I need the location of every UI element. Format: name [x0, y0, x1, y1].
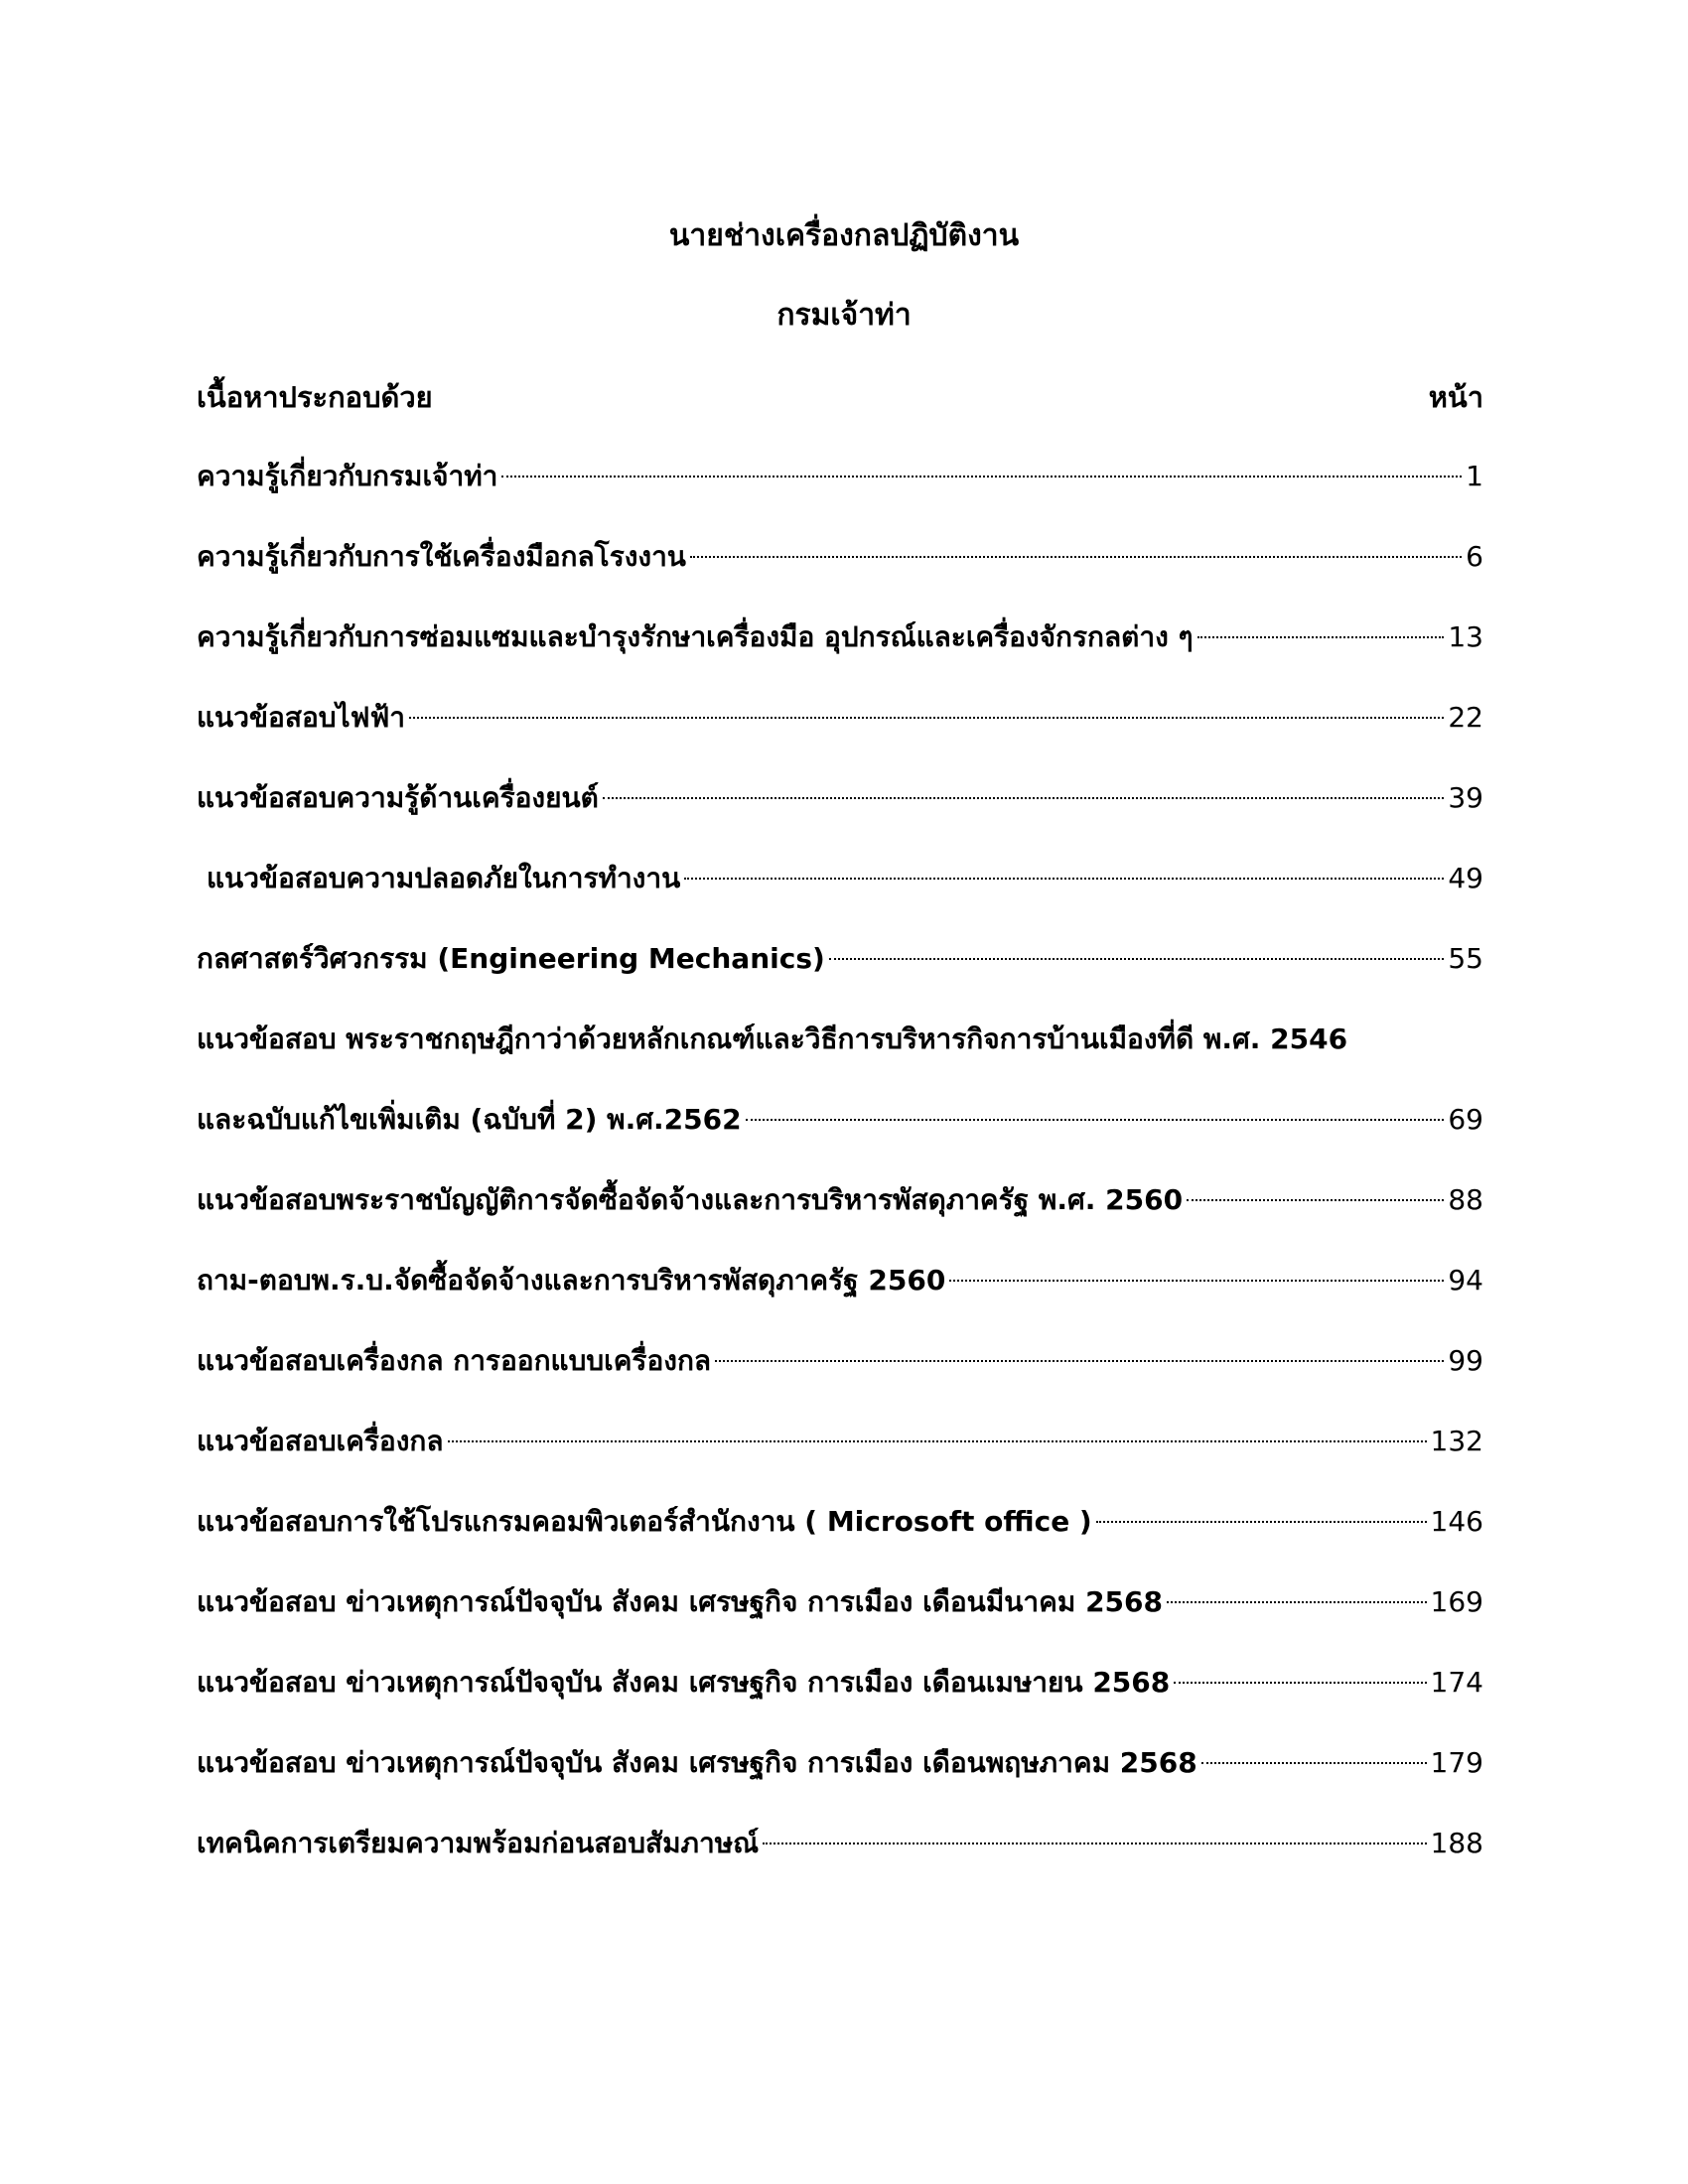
- toc-entry-title: แนวข้อสอบเครื่องกล การออกแบบเครื่องกล: [197, 1344, 712, 1377]
- toc-header-contents-label: เนื้อหาประกอบด้วย: [197, 380, 433, 414]
- dot-leader: [448, 1440, 1427, 1442]
- dot-leader: [1197, 636, 1445, 638]
- toc-entry-page: 146: [1430, 1505, 1483, 1538]
- toc-entry-title: แนวข้อสอบไฟฟ้า: [197, 701, 405, 734]
- toc-entry-title: แนวข้อสอบการใช้โปรแกรมคอมพิวเตอร์สำนักงาน ( Microsoft office ): [197, 1505, 1092, 1538]
- toc-entry-page: 169: [1430, 1585, 1483, 1618]
- toc-entry: [197, 1180, 1483, 1261]
- toc-entry-page: 22: [1448, 701, 1483, 734]
- toc-entry: [197, 1502, 1483, 1582]
- document-title: นายช่างเครื่องกลปฏิบัติงาน: [668, 218, 1020, 253]
- toc-entry-title: แนวข้อสอบความปลอดภัยในการทำงาน: [207, 862, 681, 894]
- toc-entry-page: 39: [1448, 781, 1483, 814]
- dot-leader: [501, 476, 1462, 478]
- table-of-contents: [197, 457, 1483, 1904]
- toc-entry-title: แนวข้อสอบ ข่าวเหตุการณ์ปัจจุบัน สังคม เศรษฐกิจ การเมือง เดือนพฤษภาคม 2568: [197, 1746, 1197, 1779]
- toc-entry-title: แนวข้อสอบพระราชบัญญัติการจัดซื้อจัดจ้างและการบริหารพัสดุภาครัฐ พ.ศ. 2560: [197, 1183, 1184, 1216]
- toc-entry: [197, 457, 1483, 537]
- toc-entry-page: 13: [1448, 620, 1483, 653]
- dot-leader: [1201, 1762, 1427, 1764]
- dot-leader: [763, 1843, 1426, 1844]
- toc-entry: [197, 1100, 1483, 1180]
- toc-entry: [197, 939, 1483, 1020]
- dot-leader: [1096, 1521, 1427, 1523]
- toc-entry: [197, 1743, 1483, 1824]
- toc-entry: [197, 1582, 1483, 1663]
- dot-leader: [1187, 1199, 1444, 1201]
- toc-entry-title: แนวข้อสอบ พระราชกฤษฎีกาว่าด้วยหลักเกณฑ์และวิธีการบริหารกิจการบ้านเมืองที่ดี พ.ศ. 2546: [197, 1023, 1348, 1055]
- dot-leader: [409, 717, 1444, 719]
- toc-entry-page: 179: [1430, 1746, 1483, 1779]
- toc-entry: [197, 1824, 1483, 1904]
- toc-entry-title: แนวข้อสอบ ข่าวเหตุการณ์ปัจจุบัน สังคม เศรษฐกิจ การเมือง เดือนเมษายน 2568: [197, 1666, 1171, 1699]
- dot-leader: [746, 1119, 1445, 1121]
- toc-entry: [197, 778, 1483, 859]
- toc-entry: [197, 698, 1483, 778]
- dot-leader: [715, 1360, 1444, 1362]
- dot-leader: [603, 797, 1445, 799]
- dot-leader: [829, 958, 1445, 960]
- toc-entry-page: 55: [1448, 942, 1483, 975]
- toc-entry: [197, 1422, 1483, 1502]
- toc-entry-title: ถาม-ตอบพ.ร.บ.จัดซื้อจัดจ้างและการบริหารพัสดุภาครัฐ 2560: [197, 1264, 946, 1297]
- dot-leader: [1174, 1682, 1426, 1684]
- dot-leader: [1167, 1601, 1427, 1603]
- toc-entry: [197, 537, 1483, 617]
- toc-entry-title: ความรู้เกี่ยวกับกรมเจ้าท่า: [197, 460, 498, 492]
- toc-entry-page: 69: [1448, 1103, 1483, 1136]
- document-subtitle: กรมเจ้าท่า: [776, 298, 912, 333]
- toc-entry: [197, 859, 1483, 939]
- toc-entry-title: และฉบับแก้ไขเพิ่มเติม (ฉบับที่ 2) พ.ศ.2562: [197, 1103, 742, 1136]
- toc-entry: [197, 617, 1483, 698]
- toc-entry-title: แนวข้อสอบ ข่าวเหตุการณ์ปัจจุบัน สังคม เศรษฐกิจ การเมือง เดือนมีนาคม 2568: [197, 1585, 1163, 1618]
- toc-entry-page: 94: [1448, 1264, 1483, 1297]
- toc-entry-page: 174: [1430, 1666, 1483, 1699]
- dot-leader: [690, 556, 1462, 558]
- dot-leader: [949, 1280, 1444, 1282]
- toc-entry-title: แนวข้อสอบเครื่องกล: [197, 1425, 444, 1457]
- toc-header-page-label: หน้า: [1428, 380, 1483, 414]
- toc-entry-title: ความรู้เกี่ยวกับการซ่อมแซมและบำรุงรักษาเครื่องมือ อุปกรณ์และเครื่องจักรกลต่าง ๆ: [197, 620, 1194, 653]
- dot-leader: [684, 878, 1444, 880]
- toc-entry-page: 6: [1466, 540, 1483, 573]
- toc-entry-page: 132: [1430, 1425, 1483, 1457]
- toc-entry-page: 99: [1448, 1344, 1483, 1377]
- toc-entry-page: 88: [1448, 1183, 1483, 1216]
- toc-entry-title: แนวข้อสอบความรู้ด้านเครื่องยนต์: [197, 781, 599, 814]
- toc-entry: [197, 1020, 1483, 1100]
- toc-entry-title: ความรู้เกี่ยวกับการใช้เครื่องมือกลโรงงาน: [197, 540, 686, 573]
- toc-entry: [197, 1341, 1483, 1422]
- toc-entry-title: กลศาสตร์วิศวกรรม (Engineering Mechanics): [197, 942, 825, 975]
- toc-entry: [197, 1663, 1483, 1743]
- toc-entry-page: 49: [1448, 862, 1483, 894]
- toc-header: [197, 377, 1483, 417]
- toc-entry-page: 1: [1466, 460, 1483, 492]
- toc-entry-page: 188: [1430, 1827, 1483, 1859]
- toc-entry-title: เทคนิคการเตรียมความพร้อมก่อนสอบสัมภาษณ์: [197, 1827, 760, 1859]
- toc-entry: [197, 1261, 1483, 1341]
